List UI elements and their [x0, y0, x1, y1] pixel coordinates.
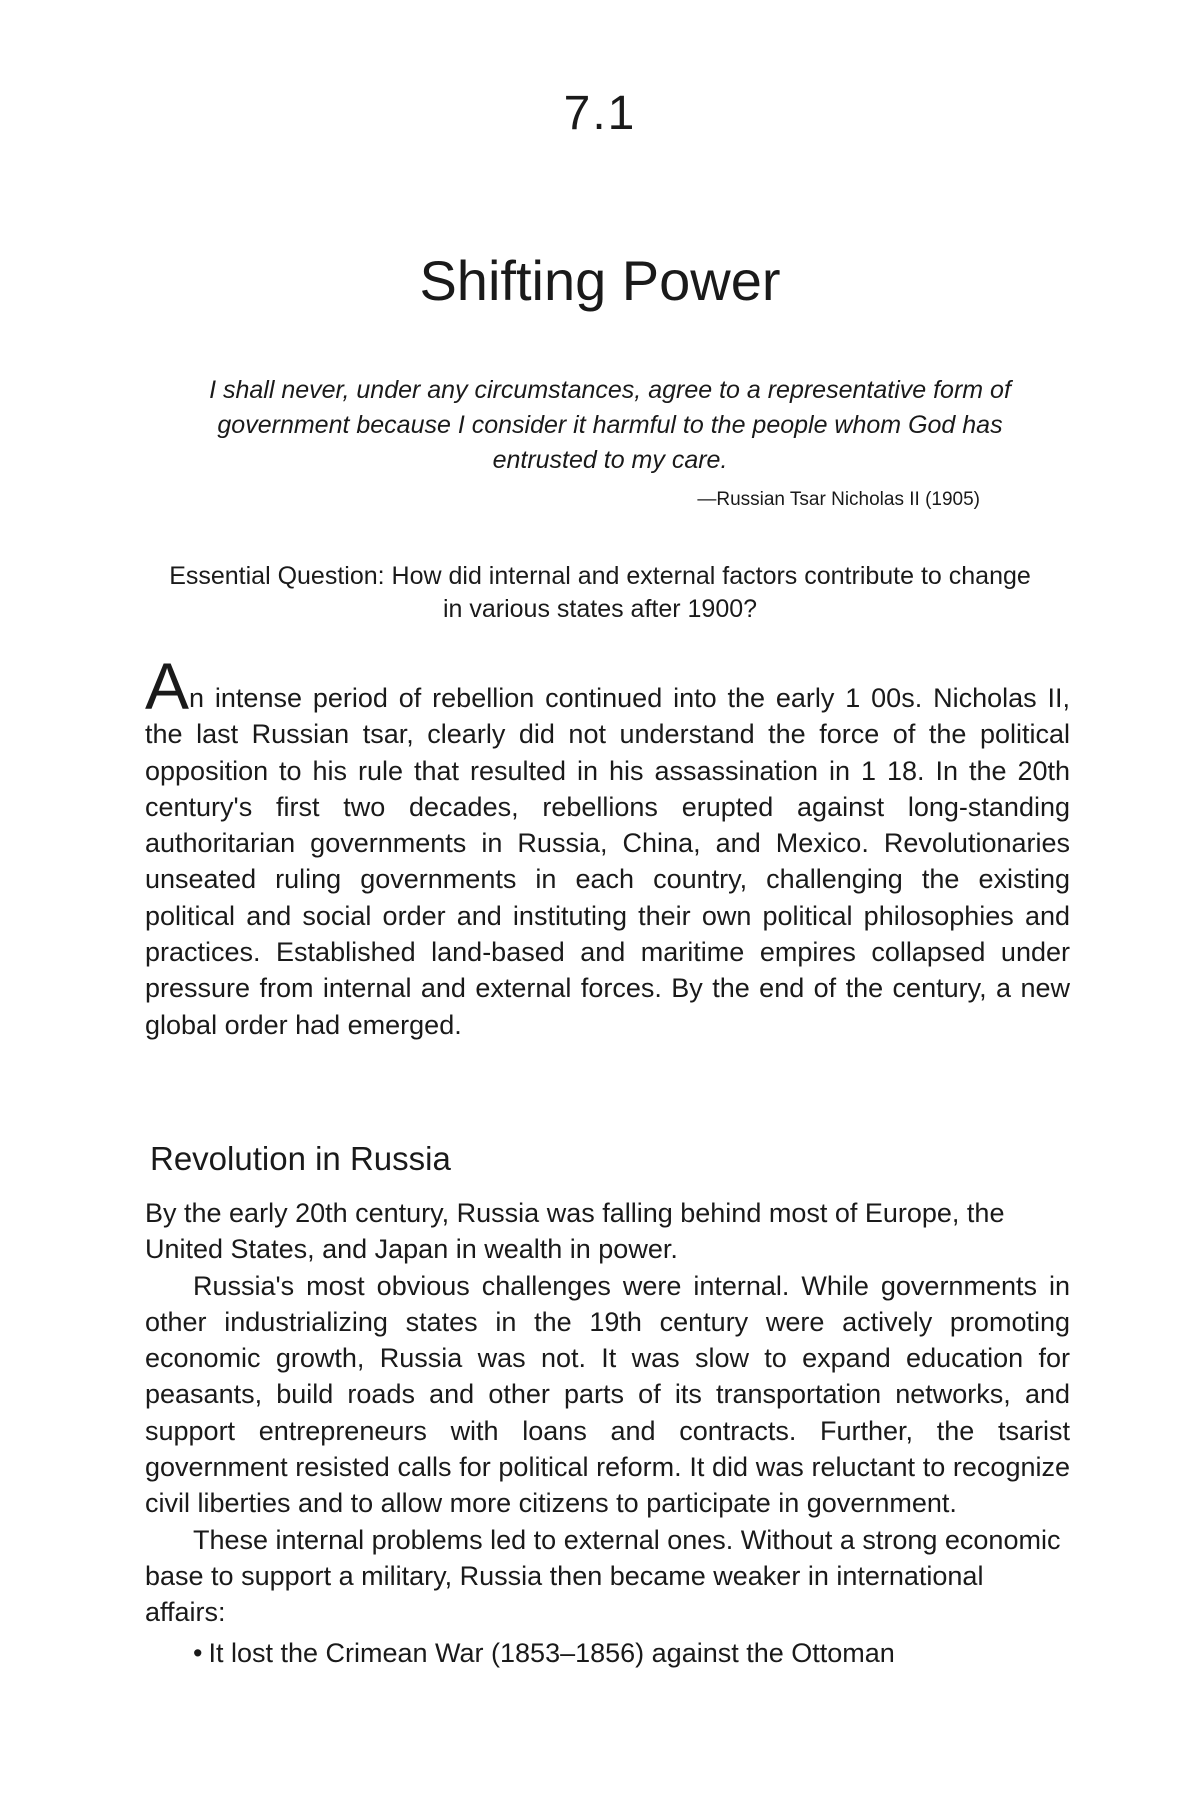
intro-paragraph: [145, 649, 1070, 1043]
section-paragraph: By the early 20th century, Russia was falling behind most of Europe, the United States, and Japan in wealth in power.: [145, 1198, 1005, 1265]
drop-cap: A: [145, 649, 190, 723]
bullet-icon: •: [193, 1637, 203, 1668]
section-heading: Revolution in Russia: [150, 1140, 451, 1177]
essential-question: Essential Question: How did internal and external factors contribute to change in various states after 1900?: [169, 562, 1031, 623]
bullet-item: [193, 1635, 1070, 1671]
bullet-list: [145, 1635, 1070, 1671]
chapter-number: 7.1: [563, 87, 637, 140]
section-paragraph: These internal problems led to external ones. Without a strong economic base to support a military, Russia then became weaker in international affairs:: [145, 1524, 1061, 1628]
section-body: [145, 1195, 1070, 1671]
chapter-title: Shifting Power: [419, 249, 781, 312]
epigraph-quote: I shall never, under any circumstances, agree to a representative form of government because I consider it harmful to the people whom God has entrusted to my care.: [209, 376, 1011, 474]
section-paragraph: Russia's most obvious challenges were internal. While governments in other industrializing states in the 19th century were actively promoting economic growth, Russia was not. It was slow to expand education for peasants, build roads and other parts of its transportation networks, and support entrepreneurs with loans and contracts. Further, the tsarist government resisted calls for political reform. It did was reluctant to recognize civil liberties and to allow more citizens to participate in government.: [145, 1270, 1070, 1519]
epigraph-attribution: —Russian Tsar Nicholas II (1905): [697, 489, 980, 510]
bullet-text: It lost the Crimean War (1853–1856) against the Ottoman: [208, 1637, 895, 1668]
intro-text: n intense period of rebellion continued into the early 1 00s. Nicholas II, the last Russian tsar, clearly did not understand the force of the political opposition to his rule that resulted in his assassination in 1 18. In the 20th century's first two decades, rebellions erupted against long-standing authoritarian governments in Russia, China, and Mexico. Revolutionaries unseated ruling governments in each country, challenging the existing political and social order and instituting their own political philosophies and practices. Established land-based and maritime empires collapsed under pressure from internal and external forces. By the end of the century, a new global order had emerged.: [145, 683, 1070, 1040]
